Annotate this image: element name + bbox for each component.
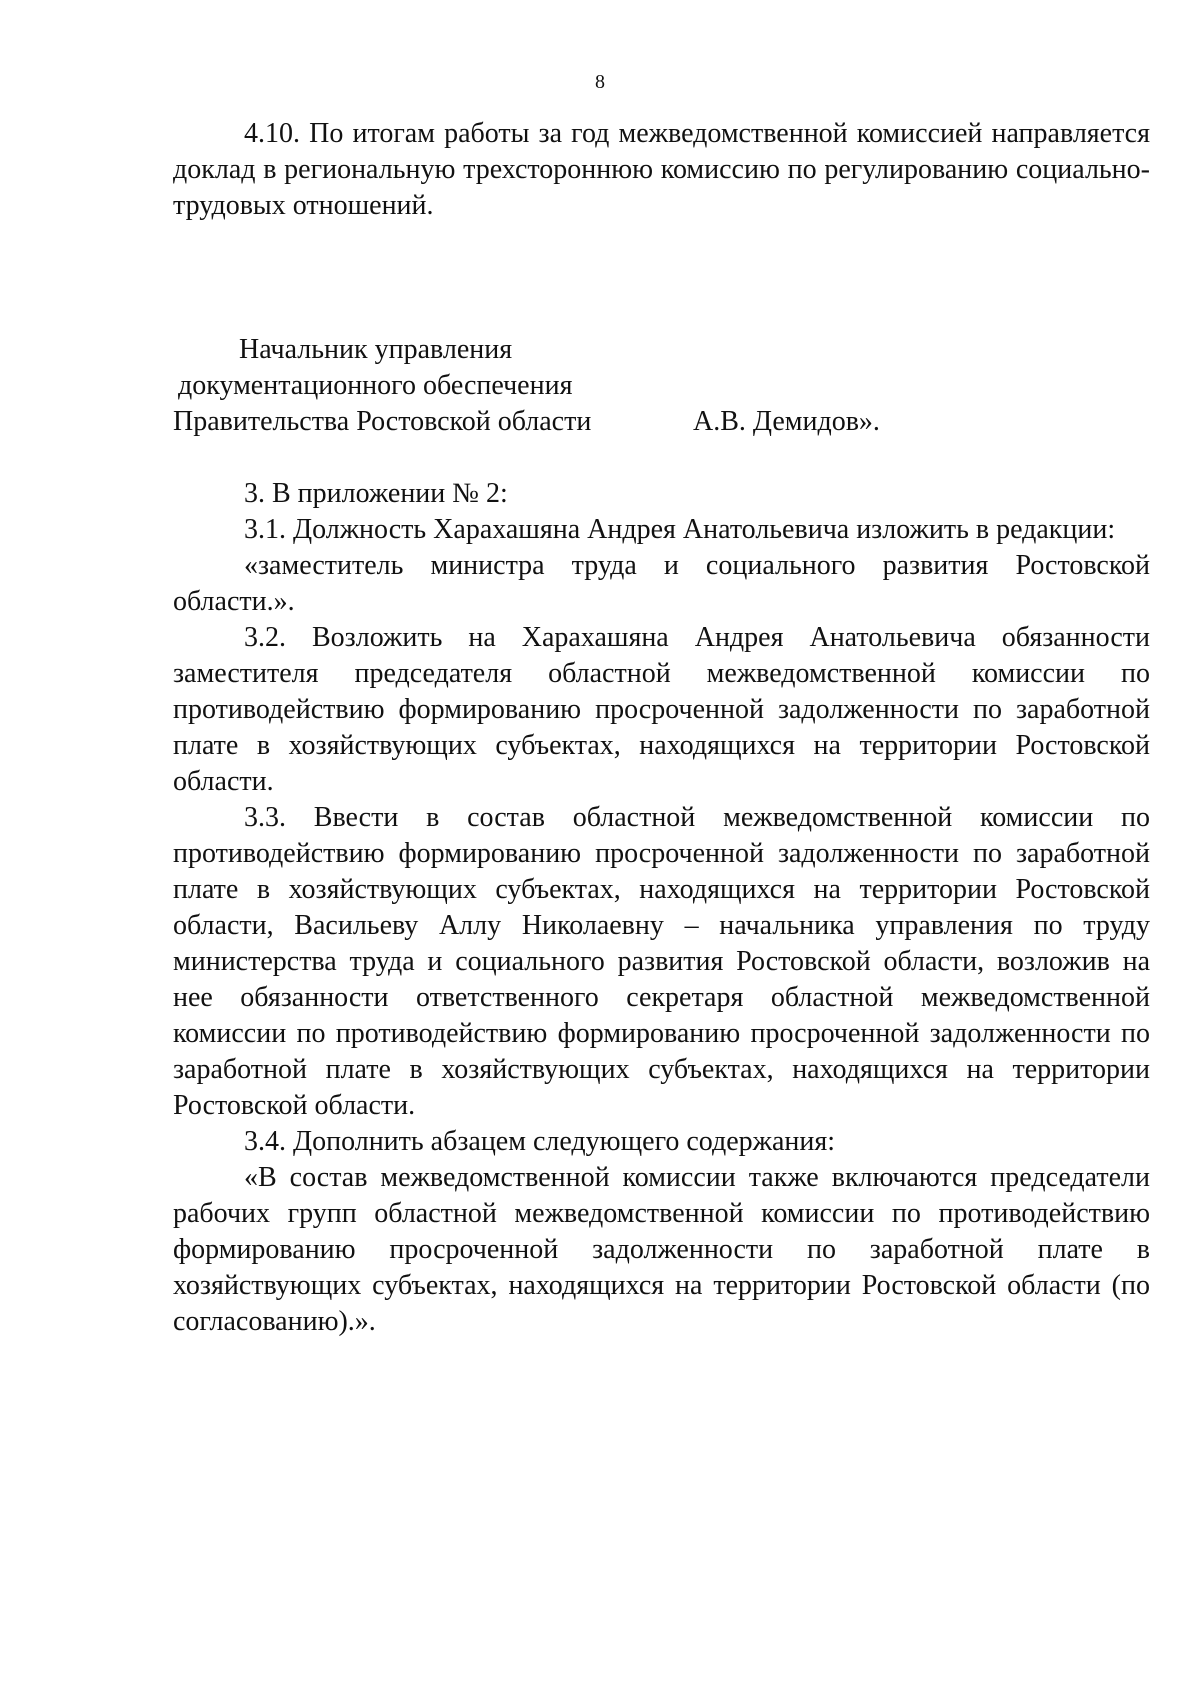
page-number: 8 [595,71,605,93]
paragraph-3: 3. В приложении № 2: [244,478,508,509]
paragraph-3-3: 3.3. Ввести в состав областной межведомственной комиссии по противодействию формированию просроченной задолженности по заработной плате в хозяйствующих субъектах, находящихся на территории Ростовской области, Васильеву Аллу Николаевну – начальника управления по труду министерства труда и социального развития Ростовской области, возложив на нее обязанности ответственного секретаря областной межведомственной комиссии по противодействию формированию просроченной задолженности по заработной плате в хозяйствующих субъектах, находящихся на территории Ростовской области. [173,802,1150,1121]
signature-block [173,332,1150,440]
document-body [173,116,1150,1340]
paragraph-3-2: 3.2. Возложить на Харахашяна Андрея Анатольевича обязанности заместителя председателя областной межведомственной комиссии по противодействию формированию просроченной задолженности по заработной плате в хозяйствующих субъектах, находящихся на территории Ростовской области. [173,622,1150,797]
signature-title-line-1: Начальник управления [239,334,513,365]
paragraph-3-4-quote: «В состав межведомственной комиссии также включаются председатели рабочих групп областной межведомственной комиссии по противодействию формированию просроченной задолженности по заработной плате в хозяйствующих субъектах, находящихся на территории Ростовской области (по согласованию).». [173,1162,1150,1337]
signature-title-line-2: документационного обеспечения [178,370,573,401]
paragraph-4-10: 4.10. По итогам работы за год межведомственной комиссией направляется доклад в региональную трехстороннюю комиссию по регулированию социально-трудовых отношений. [173,118,1150,221]
paragraph-3-4: 3.4. Дополнить абзацем следующего содержания: [244,1126,836,1157]
paragraph-3-1: 3.1. Должность Харахашяна Андрея Анатольевича изложить в редакции: [244,514,1116,545]
signature-title-line-3: Правительства Ростовской области [173,406,592,437]
paragraph-3-1-quote: «заместитель министра труда и социального развития Ростовской области.». [173,550,1150,617]
signatory-name: А.В. Демидов». [693,406,880,437]
